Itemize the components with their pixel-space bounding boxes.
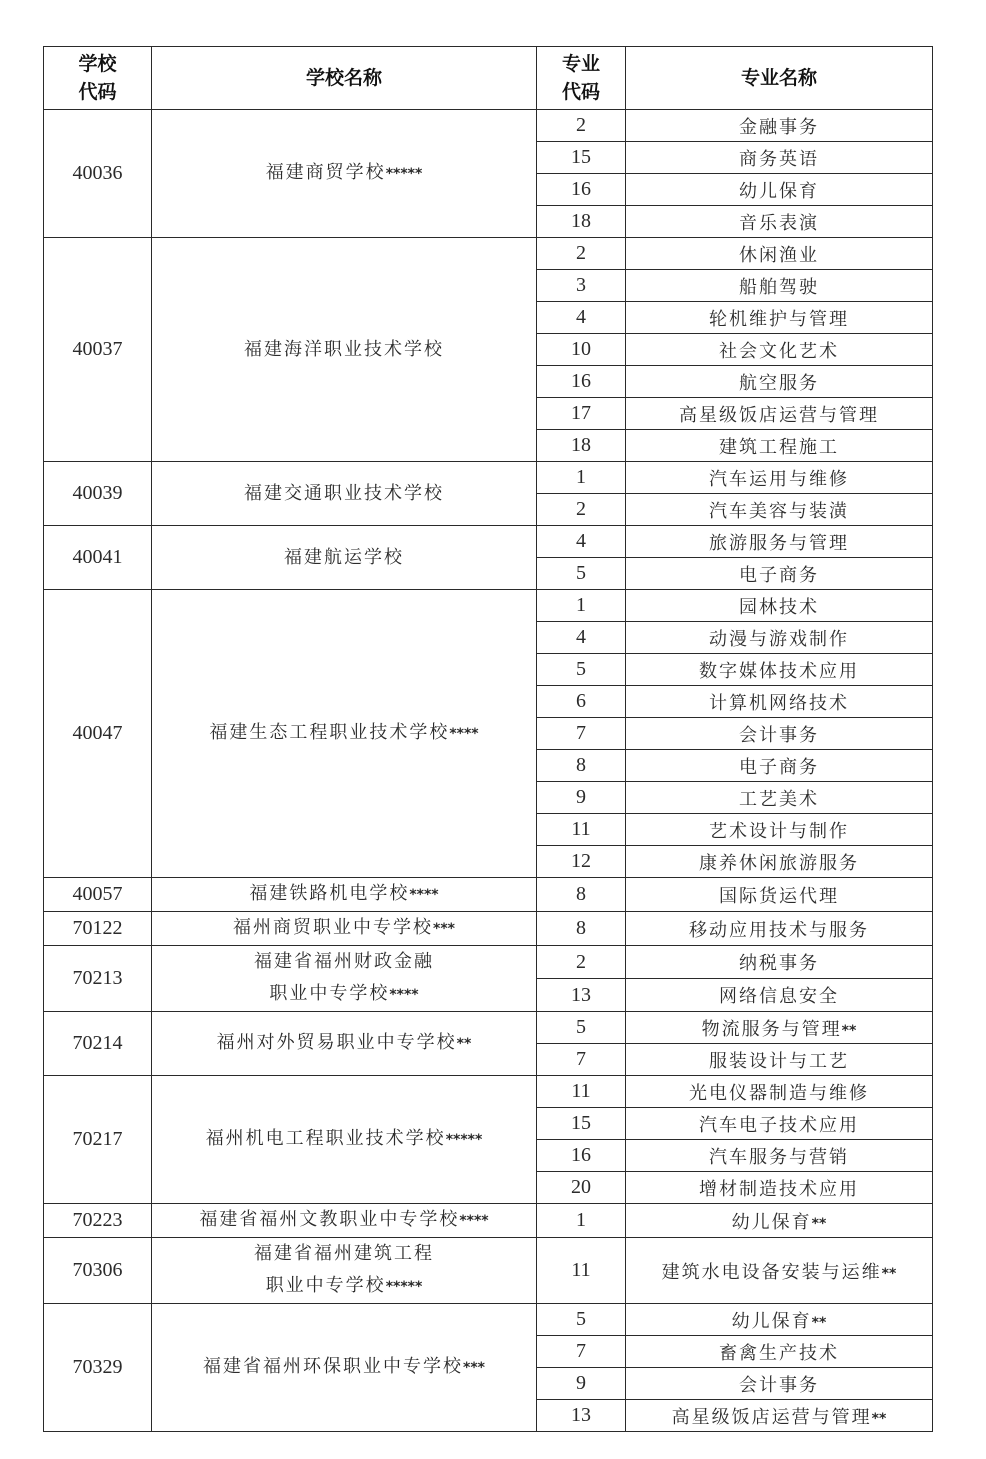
table-row bbox=[44, 1238, 933, 1304]
star-rating-marks: **** bbox=[389, 987, 419, 1003]
major-name-cell: 康养休闲旅游服务 bbox=[626, 846, 933, 878]
major-name-cell: 畜禽生产技术 bbox=[626, 1336, 933, 1368]
major-code-cell: 4 bbox=[537, 302, 626, 334]
table-row bbox=[44, 526, 933, 558]
school-code-cell: 70217 bbox=[44, 1076, 152, 1204]
school-name-cell bbox=[152, 110, 537, 238]
header-major-code-line1: 专业 bbox=[561, 53, 600, 75]
school-name-cell bbox=[152, 1076, 537, 1204]
major-name-cell: 计算机网络技术 bbox=[626, 686, 933, 718]
major-code-cell: 11 bbox=[537, 814, 626, 846]
table-row bbox=[44, 110, 933, 142]
major-code-cell: 2 bbox=[537, 238, 626, 270]
school-code-cell: 40041 bbox=[44, 526, 152, 590]
major-code-cell: 11 bbox=[537, 1076, 626, 1108]
major-name-cell: 光电仪器制造与维修 bbox=[626, 1076, 933, 1108]
major-name-cell: 汽车美容与装潢 bbox=[626, 494, 933, 526]
major-name-cell: 商务英语 bbox=[626, 142, 933, 174]
school-name-cell bbox=[152, 946, 537, 1012]
major-name-cell: 增材制造技术应用 bbox=[626, 1172, 933, 1204]
star-rating-marks: ** bbox=[811, 1215, 827, 1232]
header-school-code-line1: 学校 bbox=[78, 53, 117, 75]
major-name-cell: 金融事务 bbox=[626, 110, 933, 142]
header-school-code-line2: 代码 bbox=[78, 81, 117, 103]
major-code-cell: 1 bbox=[537, 1204, 626, 1238]
school-name-line: 福建省福州环保职业中专学校*** bbox=[203, 1356, 485, 1377]
star-rating-marks: ***** bbox=[385, 166, 423, 182]
major-name-cell: 电子商务 bbox=[626, 558, 933, 590]
major-code-cell: 6 bbox=[537, 686, 626, 718]
major-name-cell: 物流服务与管理** bbox=[626, 1012, 933, 1044]
major-code-cell: 8 bbox=[537, 912, 626, 946]
star-rating-marks: **** bbox=[409, 887, 439, 903]
major-code-cell: 2 bbox=[537, 494, 626, 526]
school-name-line: 福建交通职业技术学校 bbox=[244, 482, 444, 504]
school-name-cell bbox=[152, 590, 537, 878]
star-rating-marks: ** bbox=[881, 1265, 897, 1282]
major-code-cell: 1 bbox=[537, 462, 626, 494]
school-majors-table bbox=[43, 46, 933, 1432]
major-code-cell: 17 bbox=[537, 398, 626, 430]
major-code-cell: 15 bbox=[537, 1108, 626, 1140]
star-rating-marks: ** bbox=[871, 1410, 887, 1427]
school-name-cell bbox=[152, 526, 537, 590]
major-name-cell: 幼儿保育 bbox=[626, 174, 933, 206]
major-name-cell: 艺术设计与制作 bbox=[626, 814, 933, 846]
school-name-line: 福建省福州文教职业中专学校**** bbox=[199, 1209, 489, 1230]
major-code-cell: 16 bbox=[537, 174, 626, 206]
major-name-cell: 旅游服务与管理 bbox=[626, 526, 933, 558]
major-code-cell: 7 bbox=[537, 1336, 626, 1368]
header-major-name: 专业名称 bbox=[626, 47, 933, 110]
school-name-line: 福建航运学校 bbox=[284, 546, 404, 568]
major-name-cell: 高星级饭店运营与管理** bbox=[626, 1400, 933, 1432]
star-rating-marks: ***** bbox=[385, 1279, 423, 1295]
major-code-cell: 18 bbox=[537, 206, 626, 238]
major-name-cell: 工艺美术 bbox=[626, 782, 933, 814]
school-code-cell: 40037 bbox=[44, 238, 152, 462]
school-name-line: 福建铁路机电学校**** bbox=[249, 883, 439, 904]
major-name-cell: 数字媒体技术应用 bbox=[626, 654, 933, 686]
school-name-line: 福州商贸职业中专学校*** bbox=[233, 917, 455, 938]
school-name-cell bbox=[152, 1304, 537, 1432]
star-rating-marks: **** bbox=[449, 726, 479, 742]
header-major-code bbox=[537, 47, 626, 110]
major-name-cell: 船舶驾驶 bbox=[626, 270, 933, 302]
major-code-cell: 10 bbox=[537, 334, 626, 366]
major-name-cell: 幼儿保育** bbox=[626, 1304, 933, 1336]
major-code-cell: 11 bbox=[537, 1238, 626, 1304]
header-school-name: 学校名称 bbox=[152, 47, 537, 110]
school-code-cell: 70122 bbox=[44, 912, 152, 946]
table-row bbox=[44, 1304, 933, 1336]
major-name-cell: 园林技术 bbox=[626, 590, 933, 622]
school-name-cell bbox=[152, 1204, 537, 1238]
major-code-cell: 8 bbox=[537, 750, 626, 782]
school-code-cell: 70223 bbox=[44, 1204, 152, 1238]
school-name-cell bbox=[152, 1012, 537, 1076]
major-code-cell: 16 bbox=[537, 366, 626, 398]
school-name-cell bbox=[152, 462, 537, 526]
major-code-cell: 2 bbox=[537, 946, 626, 979]
school-name-cell bbox=[152, 1238, 537, 1304]
table-row bbox=[44, 878, 933, 912]
major-code-cell: 3 bbox=[537, 270, 626, 302]
major-code-cell: 5 bbox=[537, 654, 626, 686]
table-row bbox=[44, 238, 933, 270]
star-rating-marks: ***** bbox=[445, 1132, 483, 1148]
school-name-line: 福建海洋职业技术学校 bbox=[244, 338, 444, 360]
major-code-cell: 7 bbox=[537, 718, 626, 750]
school-name-line: 福建商贸学校***** bbox=[265, 162, 423, 183]
major-code-cell: 1 bbox=[537, 590, 626, 622]
star-rating-marks: ** bbox=[811, 1314, 827, 1331]
school-code-cell: 40036 bbox=[44, 110, 152, 238]
school-name-line: 职业中专学校**** bbox=[269, 983, 419, 1004]
table-row bbox=[44, 462, 933, 494]
school-code-cell: 70214 bbox=[44, 1012, 152, 1076]
school-name-cell bbox=[152, 878, 537, 912]
school-name-line: 福建省福州建筑工程 bbox=[254, 1243, 434, 1264]
table-row bbox=[44, 946, 933, 979]
major-name-cell: 移动应用技术与服务 bbox=[626, 912, 933, 946]
header-row bbox=[44, 47, 933, 110]
major-name-cell: 轮机维护与管理 bbox=[626, 302, 933, 334]
school-code-cell: 40057 bbox=[44, 878, 152, 912]
major-code-cell: 5 bbox=[537, 1304, 626, 1336]
major-code-cell: 12 bbox=[537, 846, 626, 878]
table-row bbox=[44, 1204, 933, 1238]
major-code-cell: 13 bbox=[537, 979, 626, 1012]
school-name-cell bbox=[152, 912, 537, 946]
major-name-cell: 汽车服务与营销 bbox=[626, 1140, 933, 1172]
major-name-cell: 纳税事务 bbox=[626, 946, 933, 979]
school-code-cell: 70306 bbox=[44, 1238, 152, 1304]
table-row bbox=[44, 912, 933, 946]
table-row bbox=[44, 1012, 933, 1044]
star-rating-marks: ** bbox=[841, 1022, 857, 1039]
major-name-cell: 汽车运用与维修 bbox=[626, 462, 933, 494]
school-name-line: 福州对外贸易职业中专学校** bbox=[216, 1032, 472, 1053]
major-code-cell: 20 bbox=[537, 1172, 626, 1204]
school-code-cell: 70213 bbox=[44, 946, 152, 1012]
major-name-cell: 休闲渔业 bbox=[626, 238, 933, 270]
school-name-cell bbox=[152, 238, 537, 462]
major-name-cell: 社会文化艺术 bbox=[626, 334, 933, 366]
header-major-code-line2: 代码 bbox=[561, 81, 600, 103]
table-row bbox=[44, 1076, 933, 1108]
major-code-cell: 9 bbox=[537, 1368, 626, 1400]
major-code-cell: 15 bbox=[537, 142, 626, 174]
major-name-cell: 汽车电子技术应用 bbox=[626, 1108, 933, 1140]
header-school-code bbox=[44, 47, 152, 110]
table-row bbox=[44, 590, 933, 622]
major-name-cell: 电子商务 bbox=[626, 750, 933, 782]
major-name-cell: 音乐表演 bbox=[626, 206, 933, 238]
table-body bbox=[44, 110, 933, 1432]
table-header bbox=[44, 47, 933, 110]
school-code-cell: 40039 bbox=[44, 462, 152, 526]
major-code-cell: 4 bbox=[537, 622, 626, 654]
school-name-line: 职业中专学校***** bbox=[265, 1275, 423, 1296]
major-code-cell: 7 bbox=[537, 1044, 626, 1076]
major-code-cell: 2 bbox=[537, 110, 626, 142]
major-name-cell: 幼儿保育** bbox=[626, 1204, 933, 1238]
major-name-cell: 动漫与游戏制作 bbox=[626, 622, 933, 654]
major-code-cell: 18 bbox=[537, 430, 626, 462]
star-rating-marks: *** bbox=[433, 921, 455, 937]
school-name-line: 福州机电工程职业技术学校***** bbox=[205, 1128, 483, 1149]
major-code-cell: 5 bbox=[537, 1012, 626, 1044]
major-code-cell: 5 bbox=[537, 558, 626, 590]
major-name-cell: 航空服务 bbox=[626, 366, 933, 398]
school-code-cell: 70329 bbox=[44, 1304, 152, 1432]
star-rating-marks: **** bbox=[459, 1213, 489, 1229]
school-code-cell: 40047 bbox=[44, 590, 152, 878]
major-code-cell: 4 bbox=[537, 526, 626, 558]
major-name-cell: 服装设计与工艺 bbox=[626, 1044, 933, 1076]
major-name-cell: 会计事务 bbox=[626, 1368, 933, 1400]
major-code-cell: 13 bbox=[537, 1400, 626, 1432]
major-name-cell: 建筑水电设备安装与运维** bbox=[626, 1238, 933, 1304]
major-name-cell: 高星级饭店运营与管理 bbox=[626, 398, 933, 430]
major-name-cell: 会计事务 bbox=[626, 718, 933, 750]
major-name-cell: 国际货运代理 bbox=[626, 878, 933, 912]
major-code-cell: 16 bbox=[537, 1140, 626, 1172]
school-name-line: 福建省福州财政金融 bbox=[254, 951, 434, 972]
school-name-line: 福建生态工程职业技术学校**** bbox=[209, 722, 479, 743]
major-name-cell: 建筑工程施工 bbox=[626, 430, 933, 462]
star-rating-marks: *** bbox=[463, 1360, 485, 1376]
major-code-cell: 9 bbox=[537, 782, 626, 814]
major-name-cell: 网络信息安全 bbox=[626, 979, 933, 1012]
star-rating-marks: ** bbox=[456, 1036, 472, 1052]
major-code-cell: 8 bbox=[537, 878, 626, 912]
